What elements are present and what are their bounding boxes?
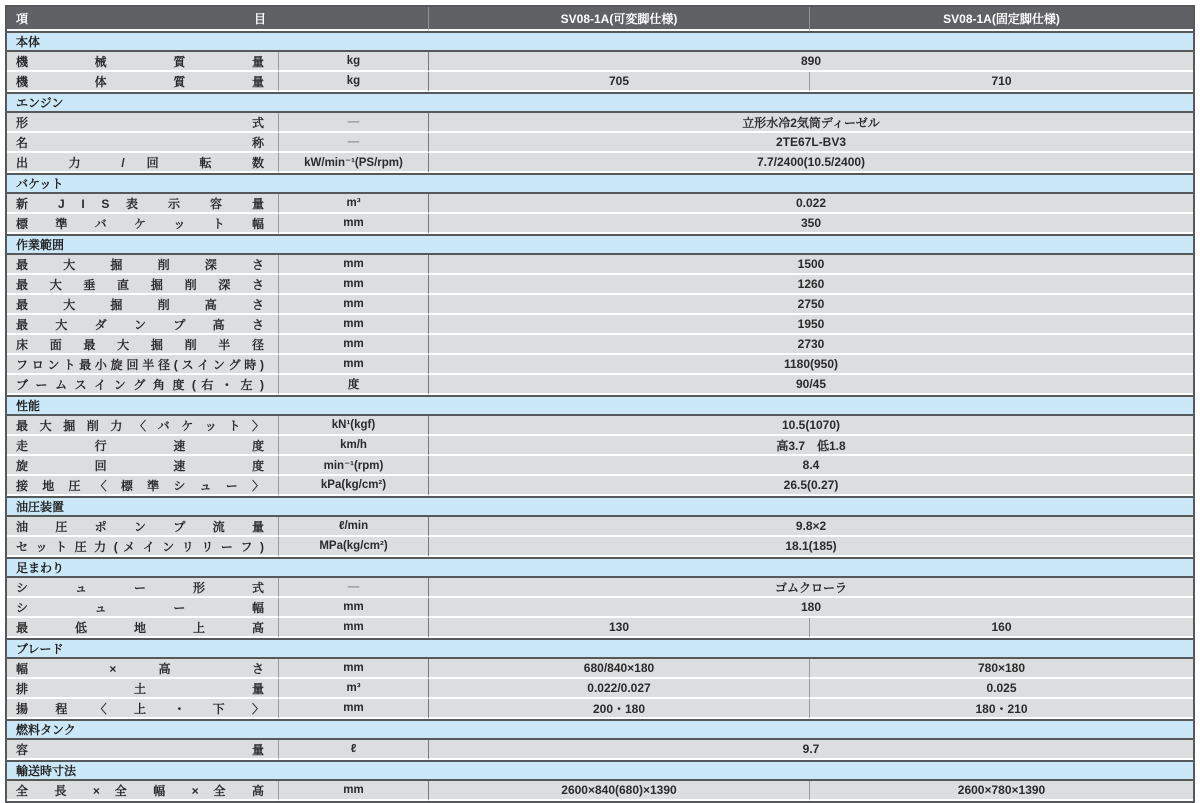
spec-table-body bbox=[7, 31, 1193, 801]
spec-unit: ℓ/min bbox=[279, 517, 429, 537]
spec-row bbox=[7, 153, 1193, 173]
spec-item-label: 機 械 質 量 bbox=[7, 52, 279, 72]
spec-unit: mm bbox=[279, 699, 429, 719]
section-row bbox=[7, 557, 1193, 578]
spec-row bbox=[7, 537, 1193, 557]
spec-value: 160 bbox=[810, 618, 1193, 638]
spec-unit: — bbox=[279, 133, 429, 153]
spec-value: 9.8×2 bbox=[429, 517, 1193, 537]
spec-item-label: フロント最小旋回半径(スイング時) bbox=[7, 355, 279, 375]
spec-value: 2600×840(680)×1390 bbox=[429, 781, 810, 801]
spec-unit: mm bbox=[279, 295, 429, 315]
spec-row bbox=[7, 416, 1193, 436]
header-row bbox=[7, 7, 1193, 31]
spec-value: 立形水冷2気筒ディーゼル bbox=[429, 113, 1193, 133]
spec-table bbox=[7, 7, 1193, 801]
spec-item-label: 名 称 bbox=[7, 133, 279, 153]
spec-row bbox=[7, 255, 1193, 275]
spec-unit: mm bbox=[279, 315, 429, 335]
spec-value: 1950 bbox=[429, 315, 1193, 335]
spec-value: 130 bbox=[429, 618, 810, 638]
spec-unit: mm bbox=[279, 335, 429, 355]
spec-value: 350 bbox=[429, 214, 1193, 234]
spec-unit: ℓ bbox=[279, 740, 429, 760]
spec-value: 26.5(0.27) bbox=[429, 476, 1193, 496]
section-row bbox=[7, 92, 1193, 113]
spec-unit: m³ bbox=[279, 194, 429, 214]
spec-row bbox=[7, 113, 1193, 133]
spec-value: 18.1(185) bbox=[429, 537, 1193, 557]
section-row bbox=[7, 31, 1193, 52]
section-row bbox=[7, 173, 1193, 194]
spec-item-label: シ ュ ー 形 式 bbox=[7, 578, 279, 598]
spec-value: 2TE67L-BV3 bbox=[429, 133, 1193, 153]
header-item-cell bbox=[7, 7, 429, 31]
section-row bbox=[7, 395, 1193, 416]
spec-item-label: 最 大 掘 削 力 〈 バ ケ ッ ト 〉 bbox=[7, 416, 279, 436]
spec-row bbox=[7, 679, 1193, 699]
spec-item-label: 新 J I S 表 示 容 量 bbox=[7, 194, 279, 214]
header-model-variable-leg: SV08-1A(可変脚仕様) bbox=[429, 7, 810, 31]
spec-unit: mm bbox=[279, 781, 429, 801]
spec-value: 890 bbox=[429, 52, 1193, 72]
section-label: 作業範囲 bbox=[7, 234, 1193, 255]
spec-item-label: セ ッ ト 圧 力 ( メ イ ン リ リ ー フ ) bbox=[7, 537, 279, 557]
spec-row bbox=[7, 315, 1193, 335]
spec-row bbox=[7, 436, 1193, 456]
spec-value: 2750 bbox=[429, 295, 1193, 315]
spec-item-label: 最 大 ダ ン プ 高 さ bbox=[7, 315, 279, 335]
spec-unit: — bbox=[279, 578, 429, 598]
spec-item-label: 形 式 bbox=[7, 113, 279, 133]
spec-row bbox=[7, 659, 1193, 679]
spec-unit: mm bbox=[279, 618, 429, 638]
spec-item-label: 最 大 垂 直 掘 削 深 さ bbox=[7, 275, 279, 295]
spec-row bbox=[7, 72, 1193, 92]
spec-value: 680/840×180 bbox=[429, 659, 810, 679]
spec-row bbox=[7, 699, 1193, 719]
spec-value: ゴムクローラ bbox=[429, 578, 1193, 598]
spec-unit: kW/min⁻¹(PS/rpm) bbox=[279, 153, 429, 173]
section-label: エンジン bbox=[7, 92, 1193, 113]
spec-value: 0.022 bbox=[429, 194, 1193, 214]
section-row bbox=[7, 234, 1193, 255]
spec-value: 7.7/2400(10.5/2400) bbox=[429, 153, 1193, 173]
spec-unit: mm bbox=[279, 598, 429, 618]
spec-row bbox=[7, 618, 1193, 638]
header-item-label: 項 目 bbox=[16, 11, 266, 26]
spec-row bbox=[7, 335, 1193, 355]
section-label: 性能 bbox=[7, 395, 1193, 416]
spec-item-label: 接 地 圧 〈 標 準 シ ュ ー 〉 bbox=[7, 476, 279, 496]
spec-value: 8.4 bbox=[429, 456, 1193, 476]
spec-item-label: 機 体 質 量 bbox=[7, 72, 279, 92]
spec-item-label: 全 長 × 全 幅 × 全 高 bbox=[7, 781, 279, 801]
spec-item-label: 最 大 掘 削 深 さ bbox=[7, 255, 279, 275]
spec-unit: mm bbox=[279, 255, 429, 275]
spec-row bbox=[7, 214, 1193, 234]
spec-item-label: 容 量 bbox=[7, 740, 279, 760]
spec-item-label: 最 低 地 上 高 bbox=[7, 618, 279, 638]
spec-row bbox=[7, 781, 1193, 801]
spec-unit: MPa(kg/cm²) bbox=[279, 537, 429, 557]
spec-unit: kPa(kg/cm²) bbox=[279, 476, 429, 496]
spec-value: 高3.7 低1.8 bbox=[429, 436, 1193, 456]
spec-value: 180 bbox=[429, 598, 1193, 618]
spec-value: 200・180 bbox=[429, 699, 810, 719]
spec-value: 9.7 bbox=[429, 740, 1193, 760]
spec-value: 10.5(1070) bbox=[429, 416, 1193, 436]
spec-unit: kg bbox=[279, 52, 429, 72]
spec-value: 2600×780×1390 bbox=[810, 781, 1193, 801]
spec-item-label: 出 力 / 回 転 数 bbox=[7, 153, 279, 173]
section-label: 燃料タンク bbox=[7, 719, 1193, 740]
spec-item-label: 床 面 最 大 掘 削 半 径 bbox=[7, 335, 279, 355]
spec-unit: mm bbox=[279, 275, 429, 295]
spec-unit: mm bbox=[279, 355, 429, 375]
spec-value: 180・210 bbox=[810, 699, 1193, 719]
spec-row bbox=[7, 476, 1193, 496]
spec-value: 710 bbox=[810, 72, 1193, 92]
spec-item-label: 幅 × 高 さ bbox=[7, 659, 279, 679]
spec-value: 1500 bbox=[429, 255, 1193, 275]
spec-row bbox=[7, 517, 1193, 537]
spec-value: 0.025 bbox=[810, 679, 1193, 699]
spec-value: 1260 bbox=[429, 275, 1193, 295]
section-row bbox=[7, 638, 1193, 659]
spec-value: 0.022/0.027 bbox=[429, 679, 810, 699]
spec-value: 90/45 bbox=[429, 375, 1193, 395]
spec-value: 780×180 bbox=[810, 659, 1193, 679]
spec-unit: m³ bbox=[279, 679, 429, 699]
spec-value: 2730 bbox=[429, 335, 1193, 355]
spec-item-label: 排 土 量 bbox=[7, 679, 279, 699]
spec-unit: mm bbox=[279, 214, 429, 234]
spec-row bbox=[7, 275, 1193, 295]
section-label: 輸送時寸法 bbox=[7, 760, 1193, 781]
spec-item-label: 油 圧 ポ ン プ 流 量 bbox=[7, 517, 279, 537]
spec-row bbox=[7, 740, 1193, 760]
spec-unit: kg bbox=[279, 72, 429, 92]
spec-row bbox=[7, 194, 1193, 214]
section-row bbox=[7, 760, 1193, 781]
spec-item-label: ブ ー ム ス イ ン グ 角 度 ( 右 ・ 左 ) bbox=[7, 375, 279, 395]
spec-value: 705 bbox=[429, 72, 810, 92]
section-label: バケット bbox=[7, 173, 1193, 194]
spec-row bbox=[7, 295, 1193, 315]
spec-unit: 度 bbox=[279, 375, 429, 395]
section-label: 本体 bbox=[7, 31, 1193, 52]
spec-row bbox=[7, 375, 1193, 395]
section-row bbox=[7, 496, 1193, 517]
section-row bbox=[7, 719, 1193, 740]
table-frame bbox=[5, 5, 1195, 803]
spec-item-label: シ ュ ー 幅 bbox=[7, 598, 279, 618]
spec-value: 1180(950) bbox=[429, 355, 1193, 375]
section-label: 油圧装置 bbox=[7, 496, 1193, 517]
section-label: ブレード bbox=[7, 638, 1193, 659]
spec-row bbox=[7, 355, 1193, 375]
section-label: 足まわり bbox=[7, 557, 1193, 578]
spec-unit: kN¹(kgf) bbox=[279, 416, 429, 436]
spec-unit: min⁻¹(rpm) bbox=[279, 456, 429, 476]
spec-row bbox=[7, 133, 1193, 153]
spec-unit: km/h bbox=[279, 436, 429, 456]
spec-item-label: 揚 程 〈 上 ・ 下 〉 bbox=[7, 699, 279, 719]
spec-unit: — bbox=[279, 113, 429, 133]
spec-row bbox=[7, 52, 1193, 72]
spec-item-label: 最 大 掘 削 高 さ bbox=[7, 295, 279, 315]
spec-item-label: 標 準 バ ケ ッ ト 幅 bbox=[7, 214, 279, 234]
spec-row bbox=[7, 598, 1193, 618]
spec-row bbox=[7, 456, 1193, 476]
spec-row bbox=[7, 578, 1193, 598]
header-model-fixed-leg: SV08-1A(固定脚仕様) bbox=[810, 7, 1193, 31]
spec-unit: mm bbox=[279, 659, 429, 679]
spec-item-label: 旋 回 速 度 bbox=[7, 456, 279, 476]
spec-item-label: 走 行 速 度 bbox=[7, 436, 279, 456]
